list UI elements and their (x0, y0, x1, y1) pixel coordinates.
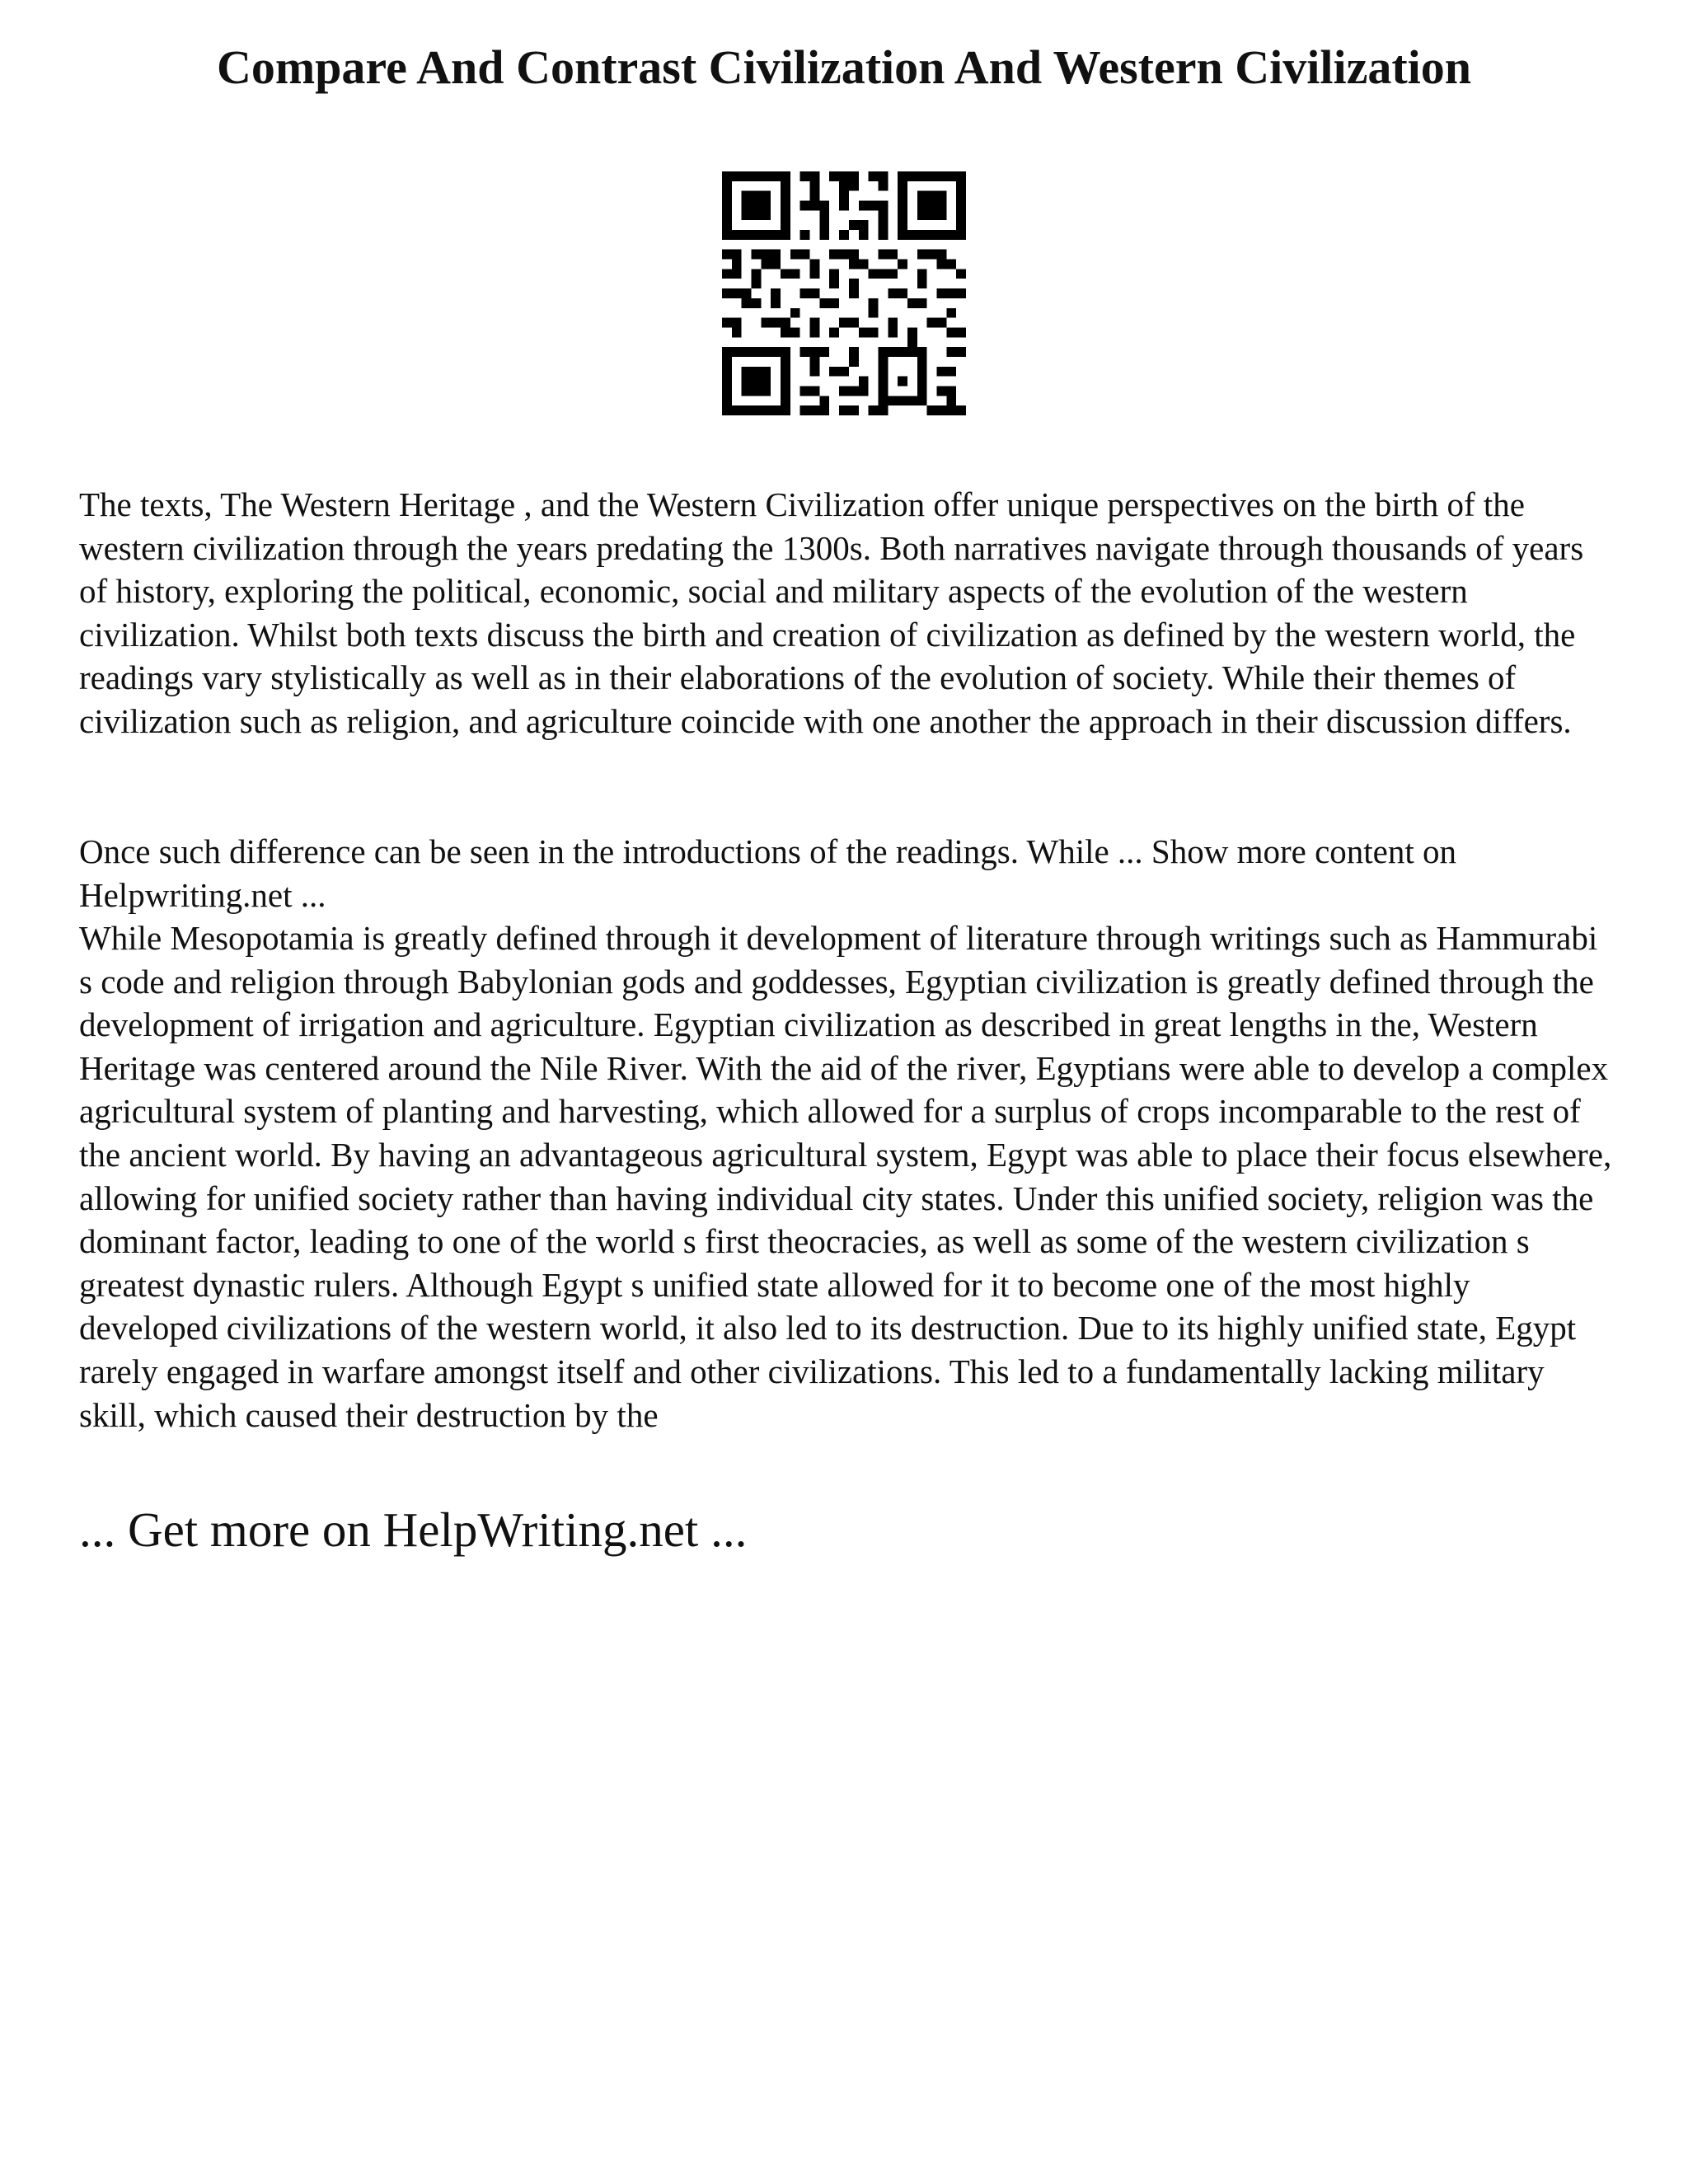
paragraph-egypt: While Mesopotamia is greatly defined through it development of literature through writings such as Hammurabi s code and religion through Babylonian gods and goddesses, Egyptian civilization is greatly defined through the development of irrigation and agriculture. Egyptian civilization as described in great lengths in the, Western Heritage was centered around the Nile River. With the aid of the river, Egyptians were able to develop a complex agricultural system of planting and harvesting, which allowed for a surplus of crops incomparable to the rest of the ancient world. By having an advantageous agricultural system, Egypt was able to place their focus elsewhere, allowing for unified society rather than having individual city states. Under this unified society, religion was the dominant factor, leading to one of the world s first theocracies, as well as some of the western civilization s greatest dynastic rulers. Although Egypt s unified state allowed for it to become one of the most highly developed civilizations of the western world, it also led to its destruction. Due to its highly unified state, Egypt rarely engaged in warfare amongst itself and other civilizations. This led to a fundamentally lacking military skill, which caused their destruction by the (79, 919, 1612, 1434)
qr-code-graphic (722, 171, 966, 415)
paragraph-show-more: Once such difference can be seen in the introductions of the readings. While ... Show more content on Helpwriting.net ... (79, 832, 1457, 914)
page-title: Compare And Contrast Civilization And Western Civilization (216, 40, 1472, 94)
get-more-link[interactable]: ... Get more on HelpWriting.net ... (79, 1502, 748, 1557)
qr-code-icon[interactable] (722, 171, 966, 415)
paragraph-intro: The texts, The Western Heritage , and the Western Civilization offer unique perspectives on the birth of the western civilization through the years predating the 1300s. Both narratives navigate through thousands of years of history, exploring the political, economic, social and military aspects of the evolution of the western civilization. Whilst both texts discuss the birth and creation of civilization as defined by the western world, the readings vary stylistically as well as in their elaborations of the evolution of society. While their themes of civilization such as religion, and agriculture coincide with one another the approach in their discussion differs. (79, 485, 1584, 740)
